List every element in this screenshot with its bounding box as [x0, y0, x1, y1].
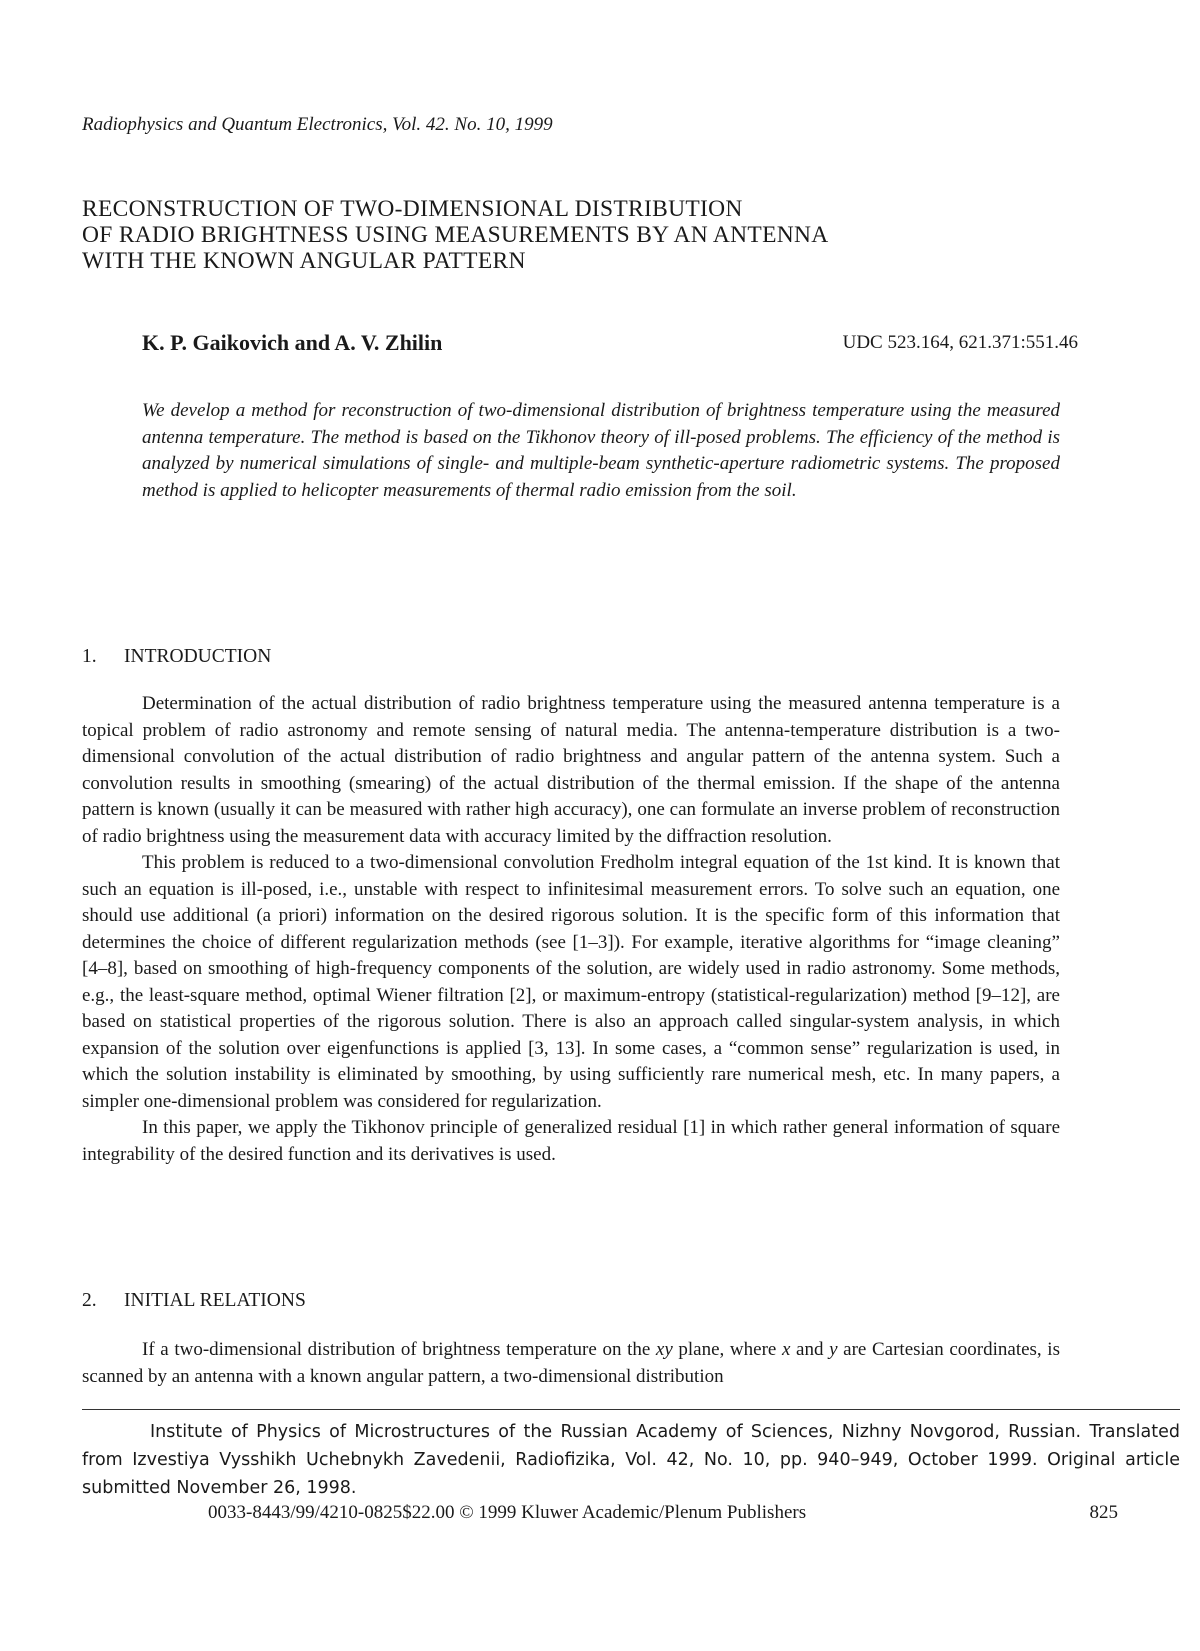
footnote-divider [82, 1409, 1180, 1410]
section-body [82, 1337, 1060, 1390]
title-line: OF RADIO BRIGHTNESS USING MEASUREMENTS BY AN ANTENNA [82, 222, 829, 248]
section-body [82, 691, 1060, 1168]
affiliation-footnote [82, 1418, 1180, 1502]
math-variable: x [781, 1339, 791, 1360]
article-title [82, 196, 1082, 274]
section-title: INTRODUCTION [124, 646, 272, 667]
section-number: 1. [82, 646, 97, 667]
paragraph: This problem is reduced to a two-dimensional convolution Fredholm integral equation of the 1st kind. It is known that such an equation is ill-posed, i.e., unstable with respect to infinitesimal measurement errors. To solve such an equation, one should use additional (a priori) information on the desired rigorous solution. It is the specific form of this information that determines the choice of different regularization methods (see [1–3]). For example, iterative algorithms for “image cleaning” [4–8], based on smoothing of high-frequency components of the solution, are widely used in radio astronomy. Some methods, e.g., the least-square method, optimal Wiener filtration [2], or maximum-entropy (statistical-regularization) method [9–12], are based on statistical properties of the rigorous solution. There is also an approach called singular-system analysis, in which expansion of the solution over eigenfunctions is applied [3, 13]. In some cases, a “common sense” regularization is used, in which the solution instability is eliminated by smoothing, by using sufficiently rare numerical mesh, etc. In many papers, a simpler one-dimensional problem was considered for regularization. [82, 852, 1060, 1112]
title-line: RECONSTRUCTION OF TWO-DIMENSIONAL DISTRIBUTION [82, 196, 743, 222]
udc-code: UDC 523.164, 621.371:551.46 [842, 332, 1078, 353]
page-number: 825 [1089, 1502, 1118, 1523]
section-heading [82, 646, 271, 668]
paragraph: In this paper, we apply the Tikhonov principle of generalized residual [1] in which rather general information of square integrability of the desired function and its derivatives is used. [82, 1117, 1060, 1165]
section-title: INITIAL RELATIONS [124, 1290, 306, 1311]
paragraph: If a two-dimensional distribution of brightness temperature on the xy plane, where x and y are Cartesian coordinates, is scanned by an antenna with a known angular pattern, a two-dimensional distribution [82, 1339, 1060, 1387]
journal-citation: Radiophysics and Quantum Electronics, Vol. 42. No. 10, 1999 [82, 114, 553, 135]
authors: K. P. Gaikovich and A. V. Zhilin [142, 330, 443, 355]
publisher-line: 0033-8443/99/4210-0825$22.00 © 1999 Kluwer Academic/Plenum Publishers [208, 1502, 807, 1523]
footnote-text: Institute of Physics of Microstructures of the Russian Academy of Sciences, Nizhny Novgorod, Russian. Translated from Izvestiya Vysshikh Uchebnykh Zavedenii, Radiofizika, Vol. 42, No. 10, pp. 940–949, October 1999. Original article submitted November 26, 1998. [82, 1422, 1180, 1498]
section-number: 2. [82, 1290, 97, 1311]
title-line: WITH THE KNOWN ANGULAR PATTERN [82, 248, 526, 274]
abstract: We develop a method for reconstruction of two-dimensional distribution of brightness temperature using the measured antenna temperature. The method is based on the Tikhonov theory of ill-posed problems. The efficiency of the method is analyzed by numerical simulations of single- and multiple-beam synthetic-aperture radiometric systems. The proposed method is applied to helicopter measurements of thermal radio emission from the soil. [142, 400, 1060, 501]
paragraph: Determination of the actual distribution of radio brightness temperature using the measured antenna temperature is a topical problem of radio astronomy and remote sensing of natural media. The antenna-temperature distribution is a two-dimensional convolution of the actual distribution of radio brightness and angular pattern of the antenna system. Such a convolution results in smoothing (smearing) of the actual distribution of the thermal emission. If the shape of the antenna pattern is known (usually it can be measured with rather high accuracy), one can formulate an inverse problem of reconstruction of radio brightness using the measurement data with accuracy limited by the diffraction resolution. [82, 693, 1060, 847]
section-heading [82, 1290, 306, 1312]
math-variable: y [829, 1339, 838, 1360]
math-variable: xy [655, 1339, 673, 1360]
